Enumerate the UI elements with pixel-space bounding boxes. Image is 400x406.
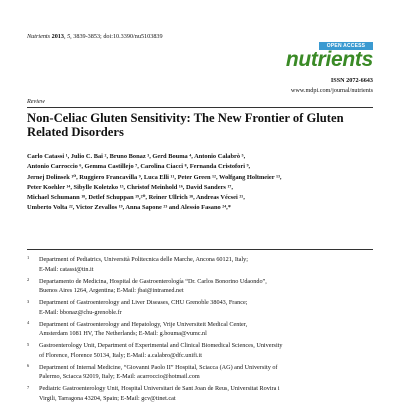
affiliation-text: Departamento de Medicina, Hospital de Gastroenterología “Dr. Carlos Bonorino Udaondo”,	[39, 277, 267, 285]
author-line: Michael Schumann ¹⁸, Detlef Schuppan ¹⁹,²⁰, Reiner Ullrich ¹⁸, Andreas Vécsei ²¹,	[27, 194, 245, 202]
affiliation-item	[27, 320, 373, 339]
affiliation-number: 3	[27, 298, 30, 304]
affiliation-item	[27, 384, 373, 403]
affiliation-number: 4	[27, 320, 30, 326]
citation-rest: , 3839-3853; doi:10.3390/nu5103839	[70, 33, 163, 40]
citation-year: 2013	[51, 33, 64, 40]
affiliation-text: Gastroenterology Unit, Department of Experimental and Clinical Biomedical Sciences, University	[39, 342, 283, 350]
affiliation-item	[27, 363, 373, 382]
affiliations-divider	[27, 249, 373, 250]
affiliation-email[interactable]: E-Mail: catassi@tin.it	[39, 265, 94, 273]
affiliation-email[interactable]: Virgili, Tarragona 43204, Spain; E-Mail: gcv@tinet.cat	[39, 395, 176, 403]
citation-volume: 5	[67, 33, 71, 40]
issn: ISSN 2072-6643	[330, 77, 373, 84]
affiliation-list	[27, 255, 373, 406]
affiliation-email[interactable]: Buenos Aires 1264, Argentina; E-Mail: jbai@intramed.net	[39, 287, 184, 295]
affiliation-number: 1	[27, 255, 30, 261]
affiliation-email[interactable]: Amsterdam 1081 HV, The Netherlands; E-Mail: g.bouma@vumc.nl	[39, 330, 207, 338]
author-list	[27, 152, 373, 214]
affiliation-item	[27, 277, 373, 296]
affiliation-number: 2	[27, 276, 30, 282]
author-line: Carlo Catassi ¹, Julio C. Bai ², Bruno Bonaz ³, Gerd Bouma ⁴, Antonio Calabrò ⁵,	[27, 153, 246, 160]
affiliation-email[interactable]: of Florence, Florence 50134, Italy; E-Mail: a.calabro@dfc.unifi.it	[39, 351, 202, 359]
article-title: Non-Celiac Gluten Sensitivity: The New Frontier of Gluten Related Disorders	[27, 111, 344, 139]
author-line: Jernej Dolinsek ¹⁰, Ruggiero Francavilla ⁹, Luca Elli ¹¹, Peter Green ¹², Wolfgang Holtmeier ¹³,	[27, 173, 282, 181]
affiliation-item	[27, 341, 373, 360]
author-line: Umberto Volta ²², Victor Zevallos ¹⁹, Anna Sapone ²³ and Alessio Fasano ²⁴,*	[27, 204, 231, 212]
affiliation-email[interactable]: E-Mail: bbonaz@chu-grenoble.fr	[39, 308, 122, 316]
journal-logo: nutrients	[285, 48, 373, 71]
author-line: Antonio Carroccio ⁶, Gemma Castillejo ⁷, Carolina Ciacci ⁸, Fernanda Cristofori ⁹,	[27, 163, 251, 171]
affiliation-text: Department of Gastroenterology and Liver Diseases, CHU Grenoble 38043, France;	[39, 299, 248, 307]
open-access-badge: OPEN ACCESS	[319, 42, 373, 50]
affiliation-text: Department of Pediatrics, Università Politecnica delle Marche, Ancona 60121, Italy;	[39, 256, 248, 263]
affiliation-text: Pediatric Gastroenterology Unit, Hospital Universitari de Sant Joan de Reus, Universitat Rovira i	[39, 385, 280, 393]
affiliation-email[interactable]: Palermo, Sciacca 92019, Italy; E-Mail: acarroccio@hotmail.com	[39, 373, 200, 381]
affiliation-number: 7	[27, 384, 30, 390]
article-type: Review	[27, 98, 45, 105]
author-line: Peter Koehler ¹⁴, Sibylle Koletzko ¹⁵, Christof Meinhold ¹⁶, David Sanders ¹⁷,	[27, 183, 233, 191]
citation-journal: Nutrients	[27, 33, 51, 40]
affiliation-item	[27, 298, 373, 317]
affiliation-number: 5	[27, 341, 30, 347]
header-divider	[27, 107, 373, 108]
affiliation-number: 6	[27, 363, 30, 369]
affiliation-item	[27, 255, 373, 274]
citation-line: Nutrients 2013, 5, 3839-3853; doi:10.3390/nu5103839	[27, 33, 163, 40]
affiliation-text: Department of Gastroenterology and Hepatology, Vrije Universiteit Medical Center,	[39, 320, 248, 328]
journal-url[interactable]: www.mdpi.com/journal/nutrients	[290, 87, 373, 94]
affiliation-text: Department of Internal Medicine, “Giovanni Paolo II” Hospital, Sciacca (AG) and University of	[39, 363, 278, 371]
